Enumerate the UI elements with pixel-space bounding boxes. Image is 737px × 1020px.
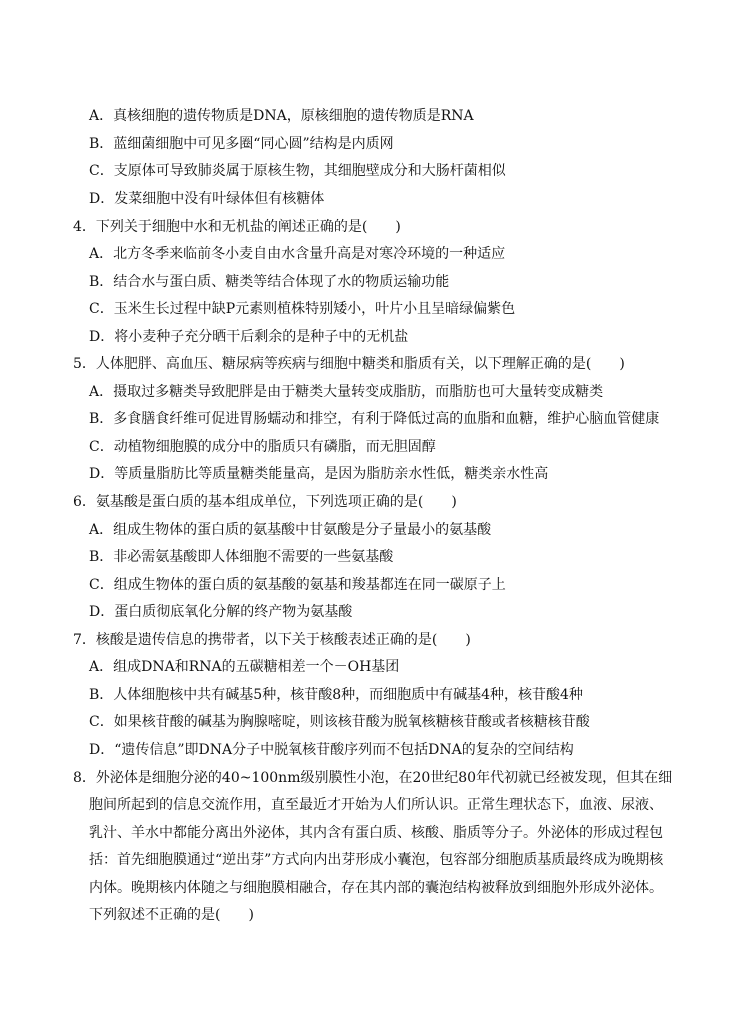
- option-6-c: C．组成生物体的蛋白质的氨基酸的氨基和羧基都连在同一碳原子上: [89, 577, 506, 593]
- option-5-d: D．等质量脂肪比等质量糖类能量高，是因为脂肪亲水性低，糖类亲水性高: [89, 466, 549, 482]
- question-8-line: 内体。晚期核内体随之与细胞膜相融合，存在其内部的囊泡结构被释放到细胞外形成外泌体。: [89, 880, 663, 896]
- question-4-stem: 4．下列关于细胞中水和无机盐的阐述正确的是( ): [73, 219, 401, 235]
- option-3-d: D．发菜细胞中没有叶绿体但有核糖体: [89, 191, 325, 207]
- option-5-a: A．摄取过多糖类导致肥胖是由于糖类大量转变成脂肪，而脂肪也可大量转变成糖类: [89, 384, 604, 400]
- question-8-line: 下列叙述不正确的是( ): [89, 907, 254, 923]
- question-8-line: 乳汁、羊水中都能分离出外泌体，其内含有蛋白质、核酸、脂质等分子。外泌体的形成过程包: [89, 825, 663, 841]
- option-7-b: B．人体细胞核中共有碱基5种，核苷酸8种，而细胞质中有碱基4种，核苷酸4种: [89, 687, 583, 703]
- option-6-d: D．蛋白质彻底氧化分解的终产物为氨基酸: [89, 604, 353, 620]
- question-5-stem: 5．人体肥胖、高血压、糖尿病等疾病与细胞中糖类和脂质有关，以下理解正确的是( ): [73, 356, 625, 372]
- option-5-b: B．多食膳食纤维可促进胃肠蠕动和排空，有利于降低过高的血脂和血糖，维护心脑血管健康: [89, 411, 660, 427]
- option-7-c: C．如果核苷酸的碱基为胸腺嘧啶，则该核苷酸为脱氧核糖核苷酸或者核糖核苷酸: [89, 714, 590, 730]
- option-3-b: B．蓝细菌细胞中可见多圈“同心圆”结构是内质网: [89, 136, 394, 152]
- option-6-a: A．组成生物体的蛋白质的氨基酸中甘氨酸是分子量最小的氨基酸: [89, 522, 492, 538]
- question-8-line: 括：首先细胞膜通过“逆出芽”方式向内出芽形成小囊泡，包容部分细胞质基质最终成为晚期核: [89, 852, 664, 868]
- question-8-line: 胞间所起到的信息交流作用，直至最近才开始为人们所认识。正常生理状态下，血液、尿液、: [89, 797, 663, 813]
- option-3-a: A．真核细胞的遗传物质是DNA，原核细胞的遗传物质是RNA: [89, 108, 474, 124]
- question-6-stem: 6．氨基酸是蛋白质的基本组成单位，下列选项正确的是( ): [73, 494, 457, 510]
- option-4-b: B．结合水与蛋白质、糖类等结合体现了水的物质运输功能: [89, 274, 450, 290]
- question-7-stem: 7．核酸是遗传信息的携带者，以下关于核酸表述正确的是( ): [73, 632, 471, 648]
- option-4-d: D．将小麦种子充分晒干后剩余的是种子中的无机盐: [89, 329, 409, 345]
- option-7-d: D．“遗传信息”即DNA分子中脱氧核苷酸序列而不包括DNA的复杂的空间结构: [89, 742, 574, 758]
- option-5-c: C．动植物细胞膜的成分中的脂质只有磷脂，而无胆固醇: [89, 439, 436, 455]
- question-8-line: 8．外泌体是细胞分泌的40~100nm级别膜性小泡，在20世纪80年代初就已经被发现，但其在细: [73, 770, 673, 786]
- option-7-a: A．组成DNA和RNA的五碳糖相差一个－OH基团: [89, 659, 400, 675]
- option-4-a: A．北方冬季来临前冬小麦自由水含量升高是对寒冷环境的一种适应: [89, 246, 506, 262]
- option-4-c: C．玉米生长过程中缺P元素则植株特别矮小，叶片小且呈暗绿偏紫色: [89, 301, 516, 317]
- option-6-b: B．非必需氨基酸即人体细胞不需要的一些氨基酸: [89, 549, 394, 565]
- option-3-c: C．支原体可导致肺炎属于原核生物，其细胞壁成分和大肠杆菌相似: [89, 163, 506, 179]
